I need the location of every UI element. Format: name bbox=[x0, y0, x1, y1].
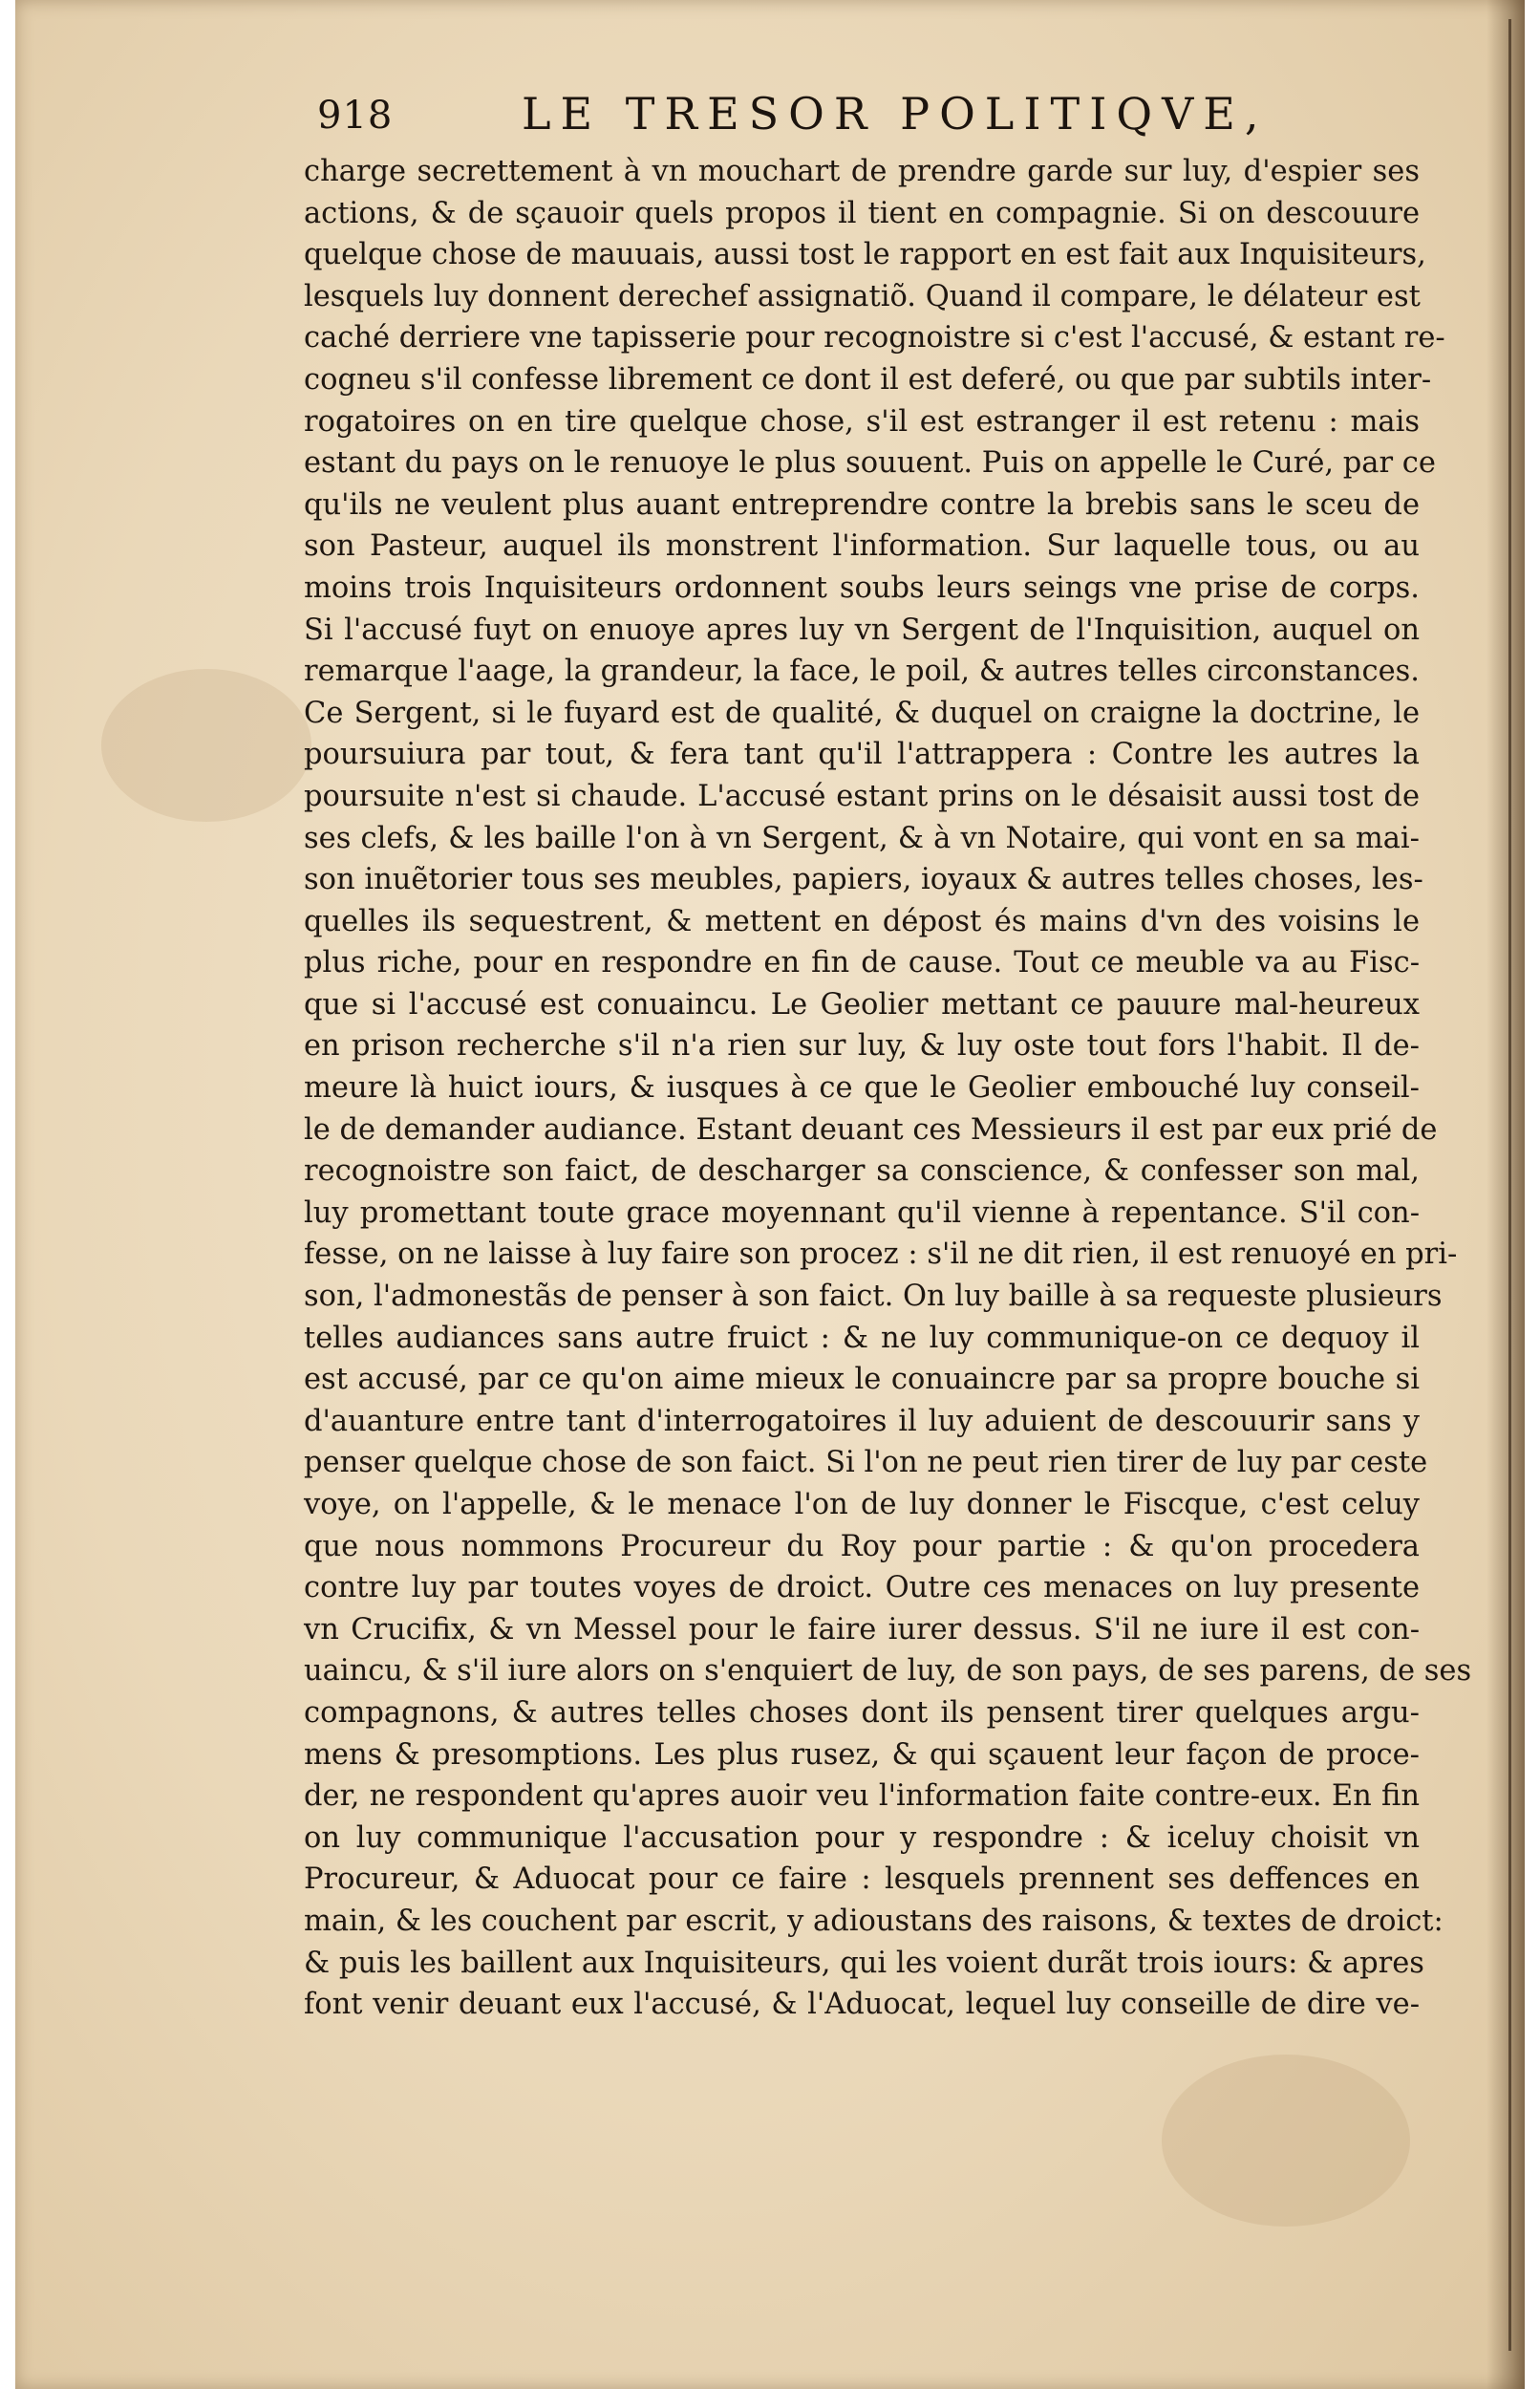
text-line: uaincu, & s'il iure alors on s'enquiert de luy, de son pays, de ses parens, de ses bbox=[304, 1654, 1472, 1689]
text-line: telles audiances sans autre fruict : & ne luy communique-on ce dequoy il bbox=[304, 1321, 1420, 1355]
text-line: compagnons, & autres telles choses dont ils pensent tirer quelques argu- bbox=[304, 1695, 1420, 1730]
text-line: contre luy par toutes voyes de droict. Outre ces menaces on luy presente bbox=[304, 1571, 1420, 1605]
text-line: vn Crucifix, & vn Messel pour le faire iurer dessus. S'il ne iure il est con- bbox=[304, 1612, 1420, 1646]
text-line: estant du pays on le renuoye le plus souuent. Puis on appelle le Curé, par ce bbox=[304, 446, 1436, 481]
text-line: est accusé, par ce qu'on aime mieux le conuaincre par sa propre bouche si bbox=[304, 1363, 1420, 1397]
text-line: quelles ils sequestrent, & mettent en dépost és mains d'vn des voisins le bbox=[304, 904, 1420, 938]
text-line: ses clefs, & les baille l'on à vn Sergent, & à vn Notaire, qui vont en sa mai- bbox=[304, 821, 1420, 855]
paper-stain bbox=[1162, 2055, 1410, 2227]
text-line: recognoistre son faict, de descharger sa conscience, & confesser son mal, bbox=[304, 1154, 1420, 1189]
text-line: lesquels luy donnent derechef assignatiõ. Quand il compare, le délateur est bbox=[304, 279, 1421, 313]
text-line: son Pasteur, auquel ils monstrent l'information. Sur laquelle tous, ou au bbox=[304, 529, 1420, 564]
text-line: cogneu s'il confesse librement ce dont il est deferé, ou que par subtils inter- bbox=[304, 362, 1432, 397]
text-line: que nous nommons Procureur du Roy pour partie : & qu'on procedera bbox=[304, 1529, 1420, 1563]
text-line: mens & presomptions. Les plus rusez, & qui sçauent leur façon de proce- bbox=[304, 1737, 1420, 1772]
text-line: fesse, on ne laisse à luy faire son procez : s'il ne dit rien, il est renuoyé en pri- bbox=[304, 1238, 1458, 1272]
text-line: rogatoires on en tire quelque chose, s'il est estranger il est retenu : mais bbox=[304, 404, 1420, 439]
page-header bbox=[302, 88, 1315, 145]
text-line: main, & les couchent par escrit, y adioustans des raisons, & textes de droict: bbox=[304, 1904, 1444, 1938]
text-line: meure là huict iours, & iusques à ce que le Geolier embouché luy conseil- bbox=[304, 1071, 1420, 1106]
text-line: son, l'admonestãs de penser à son faict. On luy baille à sa requeste plusieurs bbox=[304, 1280, 1443, 1314]
page-number: 918 bbox=[317, 94, 394, 138]
text-line: Si l'accusé fuyt on enuoye apres luy vn Sergent de l'Inquisition, auquel on bbox=[304, 613, 1420, 647]
text-line: d'auanture entre tant d'interrogatoires il luy aduient de descouurir sans y bbox=[304, 1404, 1420, 1438]
text-line: remarque l'aage, la grandeur, la face, le poil, & autres telles circonstances. bbox=[304, 655, 1420, 689]
running-title: LE TRESOR POLITIQVE, bbox=[522, 88, 1269, 140]
text-line: poursuiura par tout, & fera tant qu'il l'attrappera : Contre les autres la bbox=[304, 738, 1420, 772]
text-line: der, ne respondent qu'apres auoir veu l'information faite contre-eux. En fin bbox=[304, 1779, 1420, 1814]
text-line: caché derriere vne tapisserie pour recognoistre si c'est l'accusé, & estant re- bbox=[304, 321, 1445, 355]
text-line: on luy communique l'accusation pour y respondre : & iceluy choisit vn bbox=[304, 1820, 1420, 1855]
text-line: quelque chose de mauuais, aussi tost le rapport en est fait aux Inquisiteurs, bbox=[304, 238, 1426, 272]
text-line: actions, & de sçauoir quels propos il tient en compagnie. Si on descouure bbox=[304, 196, 1420, 230]
binding-gutter bbox=[1487, 0, 1525, 2389]
text-line: font venir deuant eux l'accusé, & l'Aduocat, lequel luy conseille de dire ve- bbox=[304, 1988, 1420, 2022]
text-line: que si l'accusé est conuaincu. Le Geolier mettant ce pauure mal-heureux bbox=[304, 987, 1420, 1022]
binding-edge bbox=[1508, 19, 1511, 2351]
text-line: & puis les baillent aux Inquisiteurs, qui les voient durãt trois iours: & apres bbox=[304, 1946, 1424, 1980]
text-line: charge secrettement à vn mouchart de prendre garde sur luy, d'espier ses bbox=[304, 155, 1420, 188]
text-line: en prison recherche s'il n'a rien sur luy, & luy oste tout fors l'habit. Il de- bbox=[304, 1029, 1420, 1064]
text-line: Ce Sergent, si le fuyard est de qualité, & duquel on craigne la doctrine, le bbox=[304, 696, 1420, 730]
text-line: plus riche, pour en respondre en fin de cause. Tout ce meuble va au Fisc- bbox=[304, 946, 1420, 980]
text-line: moins trois Inquisiteurs ordonnent soubs leurs seings vne prise de corps. bbox=[304, 570, 1420, 605]
text-line: penser quelque chose de son faict. Si l'on ne peut rien tirer de luy par ceste bbox=[304, 1446, 1428, 1480]
text-line: luy promettant toute grace moyennant qu'il vienne à repentance. S'il con- bbox=[304, 1195, 1420, 1230]
paper-stain bbox=[101, 669, 311, 822]
text-line: voye, on l'appelle, & le menace l'on de luy donner le Fiscque, c'est celuy bbox=[304, 1488, 1420, 1521]
text-line: Procureur, & Aduocat pour ce faire : lesquels prennent ses deffences en bbox=[304, 1862, 1420, 1897]
text-line: le de demander audiance. Estant deuant ces Messieurs il est par eux prié de bbox=[304, 1112, 1438, 1147]
text-line: qu'ils ne veulent plus auant entreprendre contre la brebis sans le sceu de bbox=[304, 487, 1420, 522]
body-text bbox=[304, 151, 1472, 2026]
text-line: poursuite n'est si chaude. L'accusé estant prins on le désaisit aussi tost de bbox=[304, 779, 1420, 813]
text-line: son inuẽtorier tous ses meubles, papiers, ioyaux & autres telles choses, les- bbox=[304, 863, 1423, 897]
